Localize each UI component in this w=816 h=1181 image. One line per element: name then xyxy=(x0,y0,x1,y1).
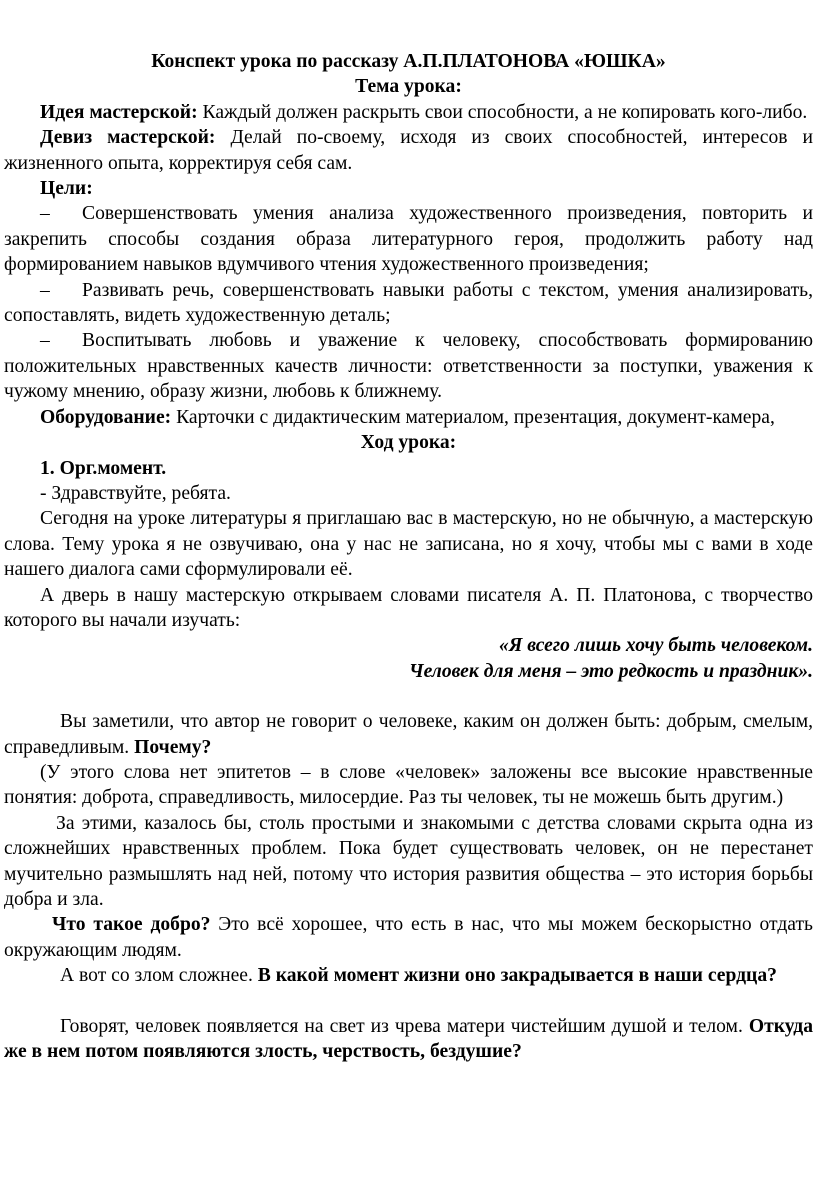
noticed-text: Вы заметили, что автор не говорит о человеке, каким он должен быть: добрым, смелым, справедливым. xyxy=(4,711,813,758)
workshop-idea-text: Каждый должен раскрыть свои способности, а не копировать кого-либо. xyxy=(197,101,808,123)
goal-item xyxy=(4,201,813,277)
born-question: Откуда же в нем потом появляются злость, черствость, бездушие? xyxy=(4,1015,813,1063)
goals-label: Цели: xyxy=(40,178,93,200)
good-text: Это всё хорошее, что есть в нас, что мы можем бескорыстно отдать окружающим людям. xyxy=(4,914,813,961)
noticed-paragraph xyxy=(4,709,813,760)
workshop-motto-label: Девиз мастерской: xyxy=(40,127,216,149)
door-paragraph: А дверь в нашу мастерскую открываем словами писателя А. П. Платонова, с творчество которого вы начали изучать: xyxy=(4,584,813,631)
noticed-question: Почему? xyxy=(134,736,212,758)
section-org-moment xyxy=(4,456,813,481)
goal-item-text: Развивать речь, совершенствовать навыки работы с текстом, умения анализировать, сопоставлять, видеть художественную деталь; xyxy=(4,279,813,327)
today-paragraph: Сегодня на уроке литературы я приглашаю вас в мастерскую, но не обычную, а мастерскую слова. Тему урока я не озвучиваю, она у нас не записана, но я хочу, чтобы мы с вами в ходе нашего диалога сами сформулировали её. xyxy=(4,508,813,581)
epigraph-line-2: Человек для меня – это редкость и праздник». xyxy=(408,660,813,682)
evil-text: А вот со злом сложнее. xyxy=(60,965,258,987)
dash-bullet: – xyxy=(40,203,50,225)
good-paragraph xyxy=(4,912,813,963)
goal-item xyxy=(4,328,813,404)
workshop-motto-text: Делай по-своему, исходя из своих способностей, интересов и жизненного опыта, корректируя себя сам. xyxy=(4,127,813,174)
evil-paragraph xyxy=(4,963,813,988)
goal-item xyxy=(4,278,813,329)
goal-item-text: Воспитывать любовь и уважение к человеку, способствовать формированию положительных нравственных качеств личности: ответственности за поступки, уважения к чужому мнению, образу жизни, любовь к ближнему. xyxy=(4,330,813,403)
lesson-course-heading: Ход урока: xyxy=(360,432,457,454)
behind-paragraph: За этими, казалось бы, столь простыми и знакомыми с детства словами скрыта одна из сложнейших нравственных проблем. Пока будет существовать человек, он не перестанет мучительно размышлять над ней, потому что история развития общества – это история борьбы добра и зла. xyxy=(4,812,813,910)
workshop-idea xyxy=(4,100,813,125)
epigraph-line-1: «Я всего лишь хочу быть человеком. xyxy=(499,635,813,657)
goals-heading xyxy=(4,176,813,201)
born-paragraph xyxy=(4,1014,813,1065)
dash-bullet: – xyxy=(40,279,50,301)
equipment xyxy=(4,405,813,430)
good-question: Что такое добро? xyxy=(52,914,211,936)
evil-question: В какой момент жизни оно закрадывается в наши сердца? xyxy=(257,965,777,987)
lesson-topic: Тема урока: xyxy=(355,76,462,98)
dash-bullet: – xyxy=(40,330,50,352)
equipment-label: Оборудование: xyxy=(40,406,172,428)
greeting-paragraph: - Здравствуйте, ребята. xyxy=(40,482,231,504)
born-text: Говорят, человек появляется на свет из чрева матери чистейшим душой и телом. xyxy=(60,1015,749,1037)
answer-paragraph: (У этого слова нет эпитетов – в слове «человек» заложены все высокие нравственные понятия: доброта, справедливость, милосердие. Раз ты человек, ты не можешь быть другим.) xyxy=(4,761,813,809)
equipment-text: Карточки с дидактическим материалом, презентация, документ-камера, xyxy=(171,406,775,428)
workshop-idea-label: Идея мастерской: xyxy=(40,101,198,123)
document-title: Конспект урока по рассказу А.П.ПЛАТОНОВА «ЮШКА» xyxy=(151,51,666,72)
goal-item-text: Совершенствовать умения анализа художественного произведения, повторить и закрепить способы создания образа литературного героя, продолжить работу над формированием навыков вдумчивого чтения художественного произведения; xyxy=(4,203,813,276)
workshop-motto xyxy=(4,125,813,176)
section-org-moment-label: 1. Орг.момент. xyxy=(40,457,167,479)
